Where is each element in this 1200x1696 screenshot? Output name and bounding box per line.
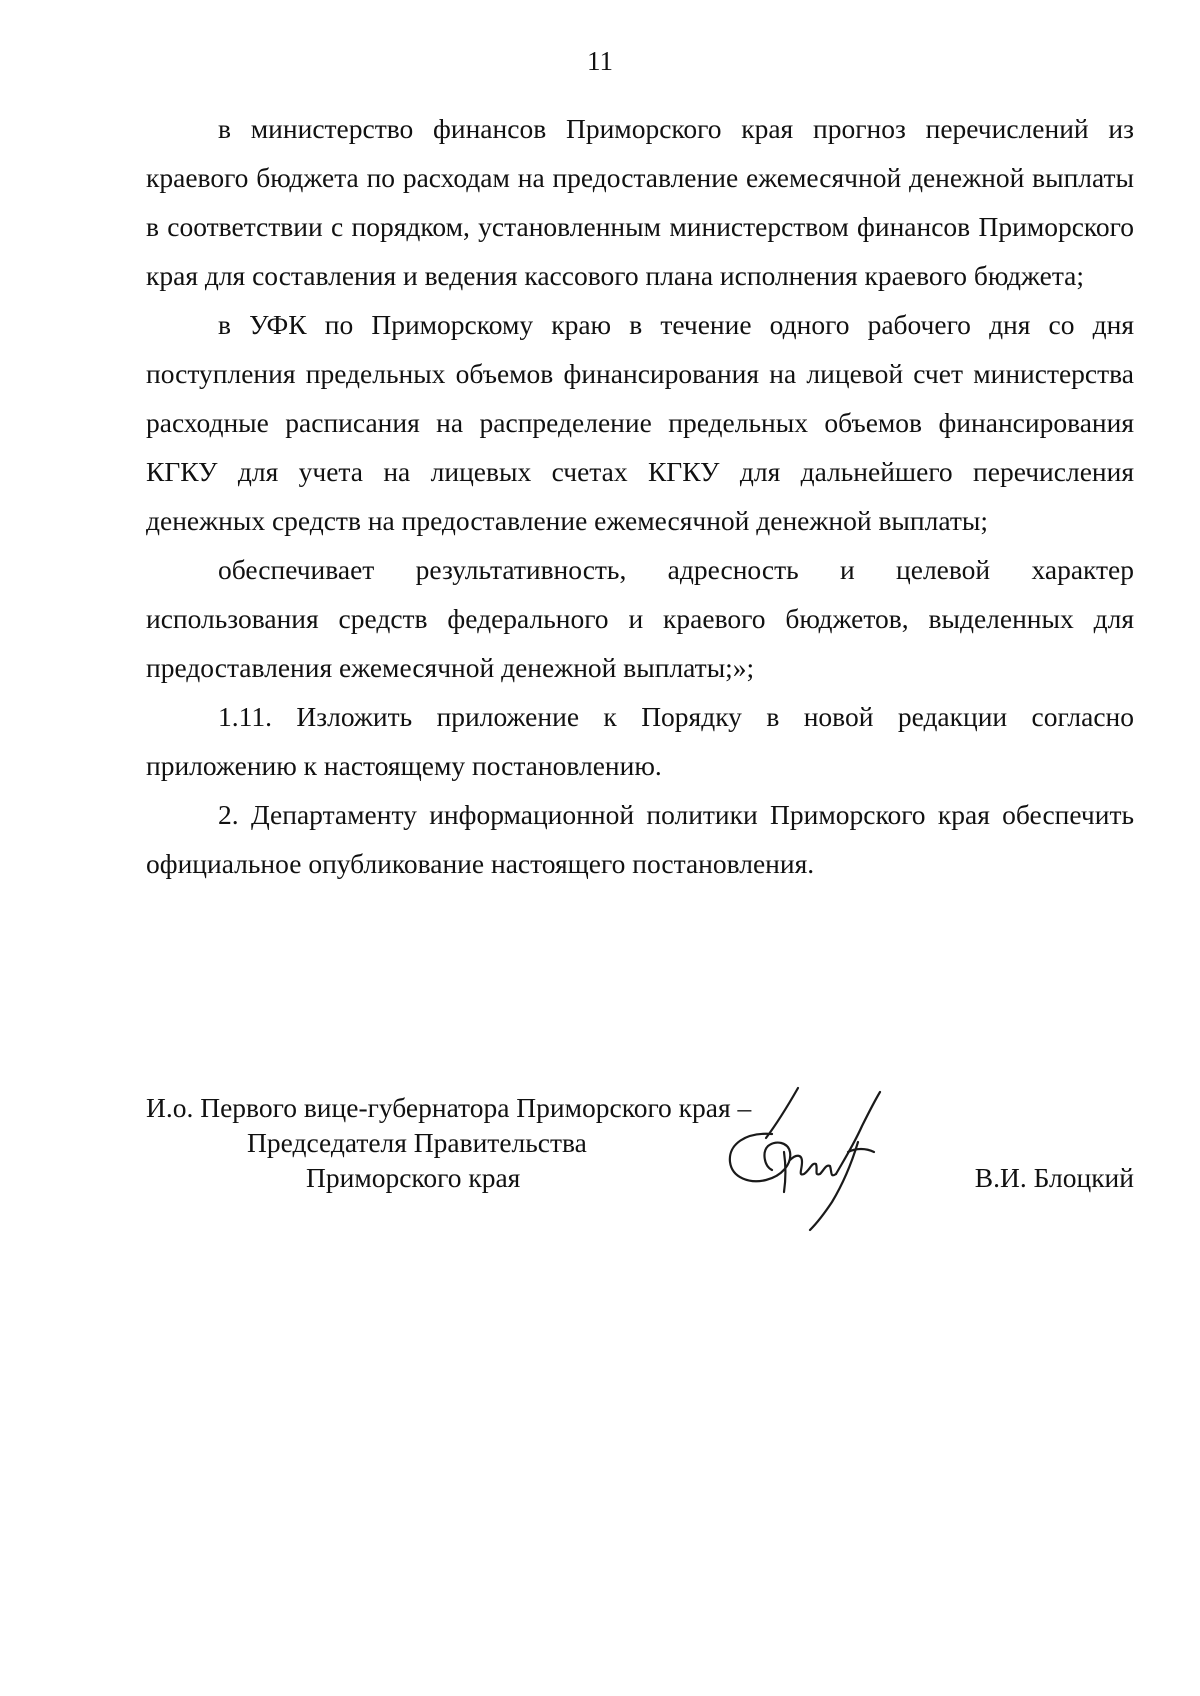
signatory-title (146, 1090, 786, 1195)
handwritten-signature (706, 1082, 906, 1232)
paragraph-ufk: в УФК по Приморскому краю в течение одного рабочего дня со дня поступления предельных объемов финансирования на лицевой счет министерства расходные расписания на распределение предельных объемов финансирования КГКУ для учета на лицевых счетах КГКУ для дальнейшего перечисления денежных средств на предоставление ежемесячной денежной выплаты; (146, 309, 1134, 536)
paragraph-ensures: обеспечивает результативность, адресность и целевой характер использования средств федерального и краевого бюджетов, выделенных для предоставления ежемесячной денежной выплаты;»; (146, 554, 1134, 683)
paragraph-finance-ministry: в министерство финансов Приморского края прогноз перечислений из краевого бюджета по расходам на предоставление ежемесячной денежной выплаты в соответствии с порядком, установленным министерством финансов Приморского края для составления и ведения кассового плана исполнения краевого бюджета; (146, 113, 1134, 291)
signatory-name: В.И. Блоцкий (974, 1162, 1134, 1193)
signatory-title-line-2: Председателя Правительства (247, 1127, 587, 1158)
page-number: 11 (587, 46, 613, 76)
paragraph-item-1-11: 1.11. Изложить приложение к Порядку в новой редакции согласно приложению к настоящему постановлению. (146, 701, 1134, 781)
signature-block (146, 1090, 1134, 1250)
paragraph-item-2: 2. Департаменту информационной политики Приморского края обеспечить официальное опубликование настоящего постановления. (146, 799, 1134, 879)
document-body (146, 104, 1134, 888)
signatory-title-line-1: И.о. Первого вице-губернатора Приморского края – (146, 1092, 752, 1123)
signatory-title-line-3: Приморского края (306, 1162, 521, 1193)
